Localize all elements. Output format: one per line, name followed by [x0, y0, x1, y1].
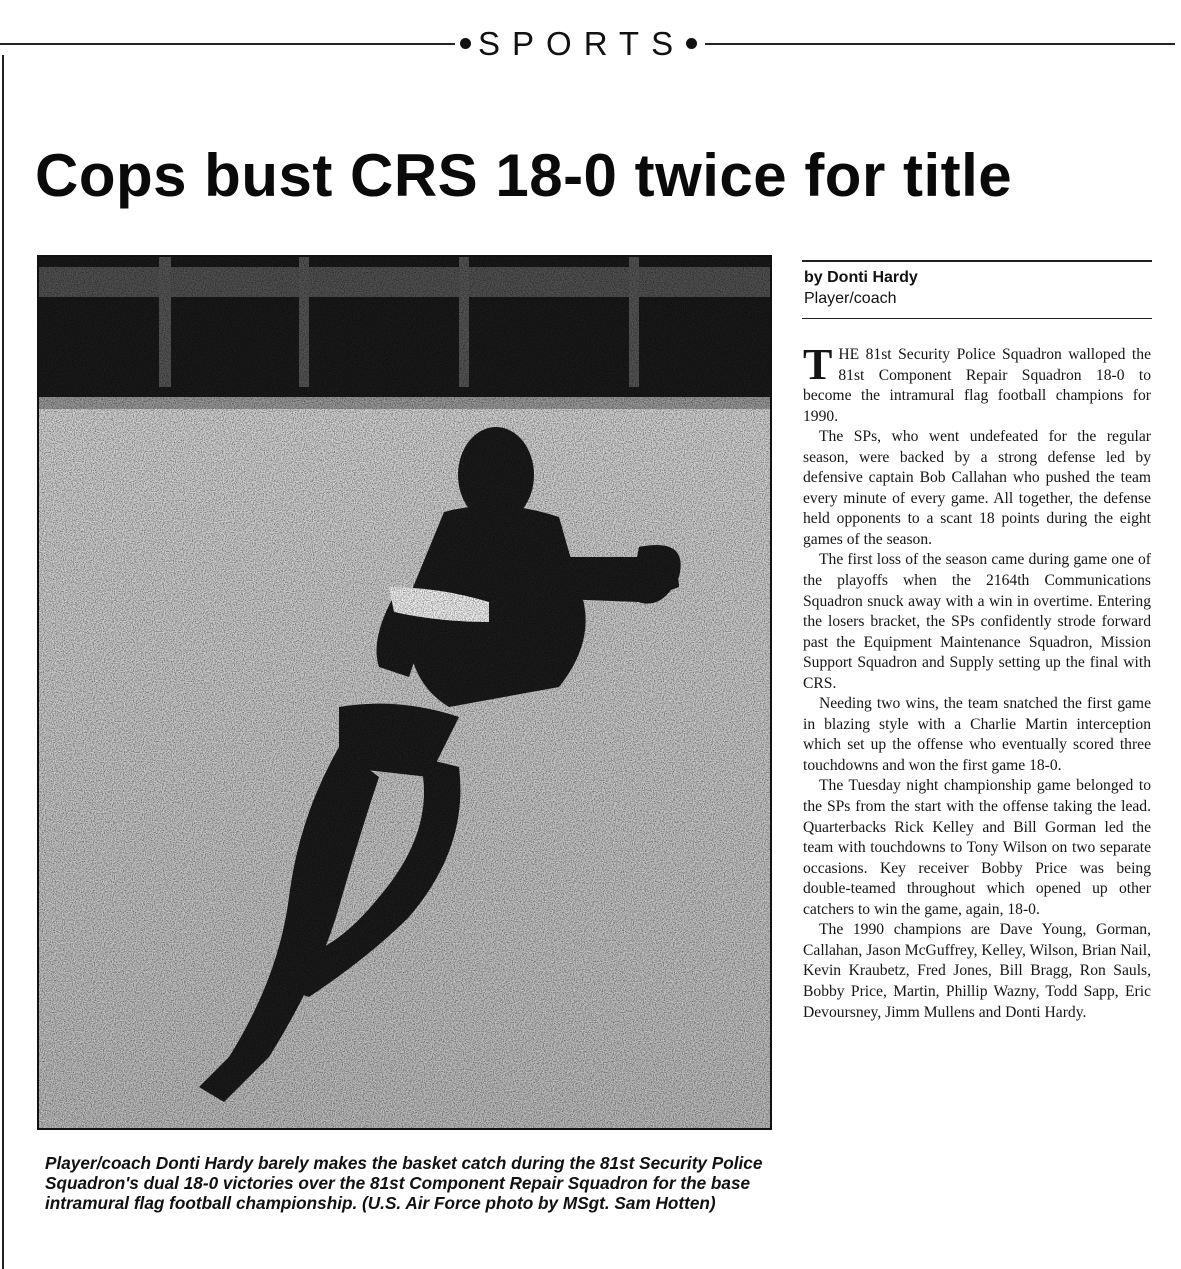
article-paragraph: The Tuesday night championship game belonged to the SPs from the start with the offense taking the lead. Quarterbacks Rick Kelley and Bill Gorman led the team with touchdowns to Tony Wilson on two separate occasions. Key receiver Bobby Price was being double-teamed throughout which opened up other catchers to win the game, again, 18-0. [803, 777, 1151, 918]
section-label: SPORTS [478, 25, 686, 62]
drop-cap: T [803, 340, 833, 389]
byline-rule-bottom [802, 318, 1152, 319]
byline-role: Player/coach [804, 290, 897, 307]
article-paragraph: The SPs, who went undefeated for the regular season, were backed by a strong defense led by defensive captain Bob Callahan who pushed the team every minute of every game. All together, the defense held opponents to a scant 18 points during the eight games of the season. [803, 428, 1151, 548]
byline-rule-top [802, 260, 1152, 262]
page-border [2, 55, 4, 1269]
bullet-icon [460, 38, 471, 49]
photo-caption: Player/coach Donti Hardy barely makes the basket catch during the 81st Security Police Squadron's dual 18-0 victories over the 81st Component Repair Squadron for the base intramural flag football championship. (U.S. Air Force photo by MSgt. Sam Hotten) [45, 1153, 763, 1213]
article-body [803, 340, 1151, 1023]
bullet-icon [686, 38, 697, 49]
article-paragraph: The 1990 champions are Dave Young, Gorman, Callahan, Jason McGuffrey, Kelley, Wilson, Brian Nail, Kevin Kraubetz, Fred Jones, Bill Bragg, Ron Sauls, Bobby Price, Martin, Phillip Wazny, Todd Sapp, Eric Devoursney, Jimm Mullens and Donti Hardy. [803, 921, 1151, 1021]
section-header [0, 25, 1181, 65]
byline-author: by Donti Hardy [804, 269, 918, 286]
section-rule-left [0, 43, 455, 45]
section-rule-right [705, 43, 1175, 45]
article-paragraph: Needing two wins, the team snatched the first game in blazing style with a Charlie Martin interception which set up the offense who eventually scored three touchdowns and won the first game 18-0. [803, 695, 1151, 774]
article-paragraph [803, 340, 1151, 427]
article-photo [37, 255, 772, 1130]
article-paragraph: The first loss of the season came during game one of the playoffs when the 2164th Communications Squadron snuck away with a win in overtime. Entering the losers bracket, the SPs confidently strode forward past the Equipment Maintenance Squadron, Mission Support Squadron and Supply setting up the final with CRS. [803, 551, 1151, 692]
article-paragraph-text: HE 81st Security Police Squadron walloped the 81st Component Repair Squadron 18-0 to become the intramural flag football champions for 1990. [803, 346, 1151, 425]
headline: Cops bust CRS 18-0 twice for title [35, 142, 1013, 209]
